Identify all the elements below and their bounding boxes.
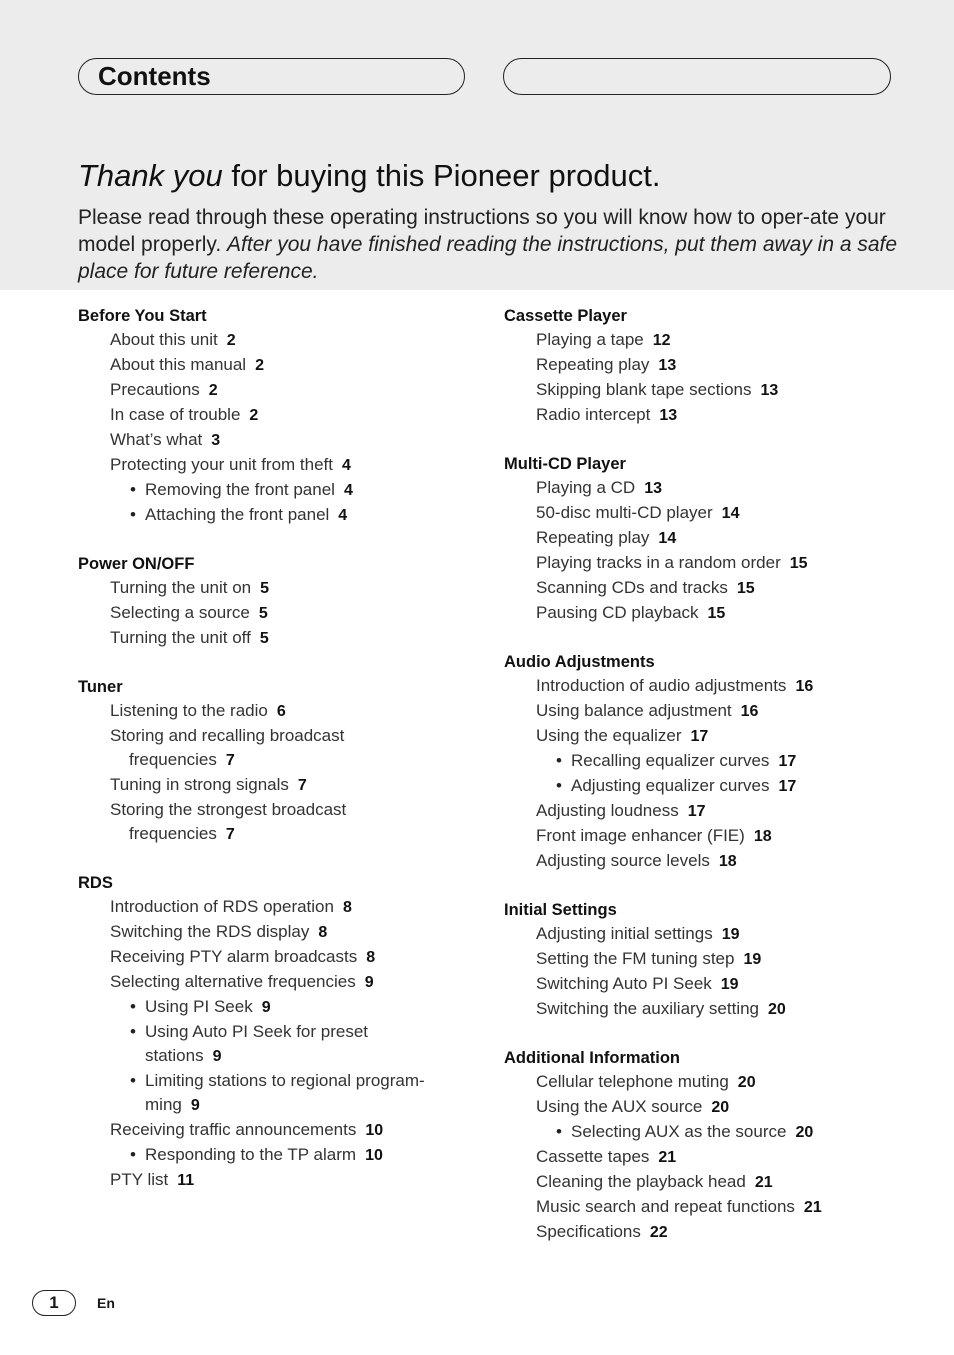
toc-entry[interactable] <box>504 378 904 403</box>
toc-page-number: 20 <box>737 1074 756 1091</box>
toc-entry-text: Selecting alternative frequencies <box>110 972 356 991</box>
toc-page-number: 2 <box>208 382 218 399</box>
toc-page-number: 13 <box>658 357 677 374</box>
intro-italic: After you have finished reading the instructions, put them away in a safe place for future reference. <box>78 233 898 283</box>
blank-tab <box>503 58 891 95</box>
toc-page-number: 13 <box>659 407 678 424</box>
toc-section-title: Additional Information <box>504 1049 680 1067</box>
toc-page-number: 5 <box>259 630 269 647</box>
toc-section-title: Power ON/OFF <box>78 555 195 573</box>
toc-entry[interactable] <box>504 1195 904 1220</box>
toc-entry-text: Introduction of audio adjustments <box>536 676 787 695</box>
toc-page-number: 9 <box>212 1048 222 1065</box>
toc-page-number: 14 <box>658 530 677 547</box>
toc-page-number: 17 <box>690 728 709 745</box>
toc-page-number: 21 <box>658 1149 677 1166</box>
toc-entry-text: frequencies <box>129 750 217 769</box>
toc-entry[interactable] <box>78 1143 478 1168</box>
toc-section-initial-settings <box>504 898 904 1022</box>
toc-page-number: 5 <box>260 580 270 597</box>
toc-entry-text: Adjusting source levels <box>536 851 710 870</box>
toc-section-title: Audio Adjustments <box>504 653 655 671</box>
toc-section-cassette-player <box>504 304 904 428</box>
toc-entry-text: frequencies <box>129 824 217 843</box>
toc-page-number: 12 <box>652 332 671 349</box>
contents-title: Contents <box>98 61 211 91</box>
toc-page-number: 14 <box>721 505 740 522</box>
toc-entry[interactable] <box>78 970 478 995</box>
toc-page-number: 8 <box>366 949 376 966</box>
toc-entry-text: Repeating play <box>536 528 650 547</box>
intro-plain: Please read through these operating instructions so you will know how to oper-ate your model properly. <box>78 206 886 256</box>
toc-entry-text: Repeating play <box>536 355 650 374</box>
language-code: En <box>97 1295 115 1311</box>
toc-entry-text: Playing a tape <box>536 330 644 349</box>
toc-entry-text: Switching the RDS display <box>110 922 310 941</box>
toc-section-additional-information <box>504 1046 904 1245</box>
toc-entry[interactable] <box>504 403 904 428</box>
toc-entry[interactable] <box>78 1168 478 1193</box>
toc-page-number: 20 <box>711 1099 730 1116</box>
toc-entry[interactable] <box>504 1095 904 1120</box>
toc-entry-text: Using the equalizer <box>536 726 682 745</box>
headline <box>78 156 660 196</box>
toc-entry[interactable] <box>504 774 904 799</box>
toc-entry-text: Cleaning the playback head <box>536 1172 746 1191</box>
toc-entry[interactable] <box>78 1044 478 1069</box>
toc-entry[interactable] <box>504 799 904 824</box>
toc-entry[interactable] <box>78 503 478 528</box>
toc-entry-text: Switching Auto PI Seek <box>536 974 712 993</box>
toc-page-number: 19 <box>743 951 762 968</box>
toc-entry[interactable] <box>78 995 478 1020</box>
toc-page-number: 15 <box>736 580 755 597</box>
toc-entry[interactable] <box>504 353 904 378</box>
toc-entry-text: Tuning in strong signals <box>110 775 289 794</box>
toc-page-number: 17 <box>687 803 706 820</box>
toc-page-number: 17 <box>778 753 797 770</box>
toc-page-number: 15 <box>789 555 808 572</box>
toc-entry-text: Using PI Seek <box>145 997 253 1016</box>
toc-page-number: 18 <box>718 853 737 870</box>
toc-entry[interactable] <box>504 997 904 1022</box>
toc-entry-text: Recalling equalizer curves <box>571 751 770 770</box>
toc-entry-text: Playing tracks in a random order <box>536 553 781 572</box>
toc-entry-text: Switching the auxiliary setting <box>536 999 760 1018</box>
toc-entry-text: Using Auto PI Seek for preset <box>145 1022 369 1041</box>
contents-tab <box>78 58 465 95</box>
toc-entry[interactable] <box>78 798 478 822</box>
toc-page-number: 3 <box>211 432 221 449</box>
toc-page-number: 2 <box>255 357 264 374</box>
toc-page-number: 20 <box>768 1001 786 1018</box>
toc-right-column <box>504 304 904 1269</box>
toc-page-number: 5 <box>258 605 268 622</box>
toc-section-title: Cassette Player <box>504 307 627 325</box>
toc-entry-text: Introduction of RDS operation <box>110 897 334 916</box>
toc-entry[interactable] <box>504 551 904 576</box>
toc-entry[interactable] <box>504 922 904 947</box>
toc-entry[interactable] <box>78 1118 478 1143</box>
toc-page-number: 21 <box>754 1174 773 1191</box>
toc-section-title: Before You Start <box>78 307 207 325</box>
page-number: 1 <box>32 1290 76 1316</box>
toc-section-rds <box>78 871 478 1193</box>
toc-page-number: 13 <box>760 382 779 399</box>
toc-entry[interactable] <box>78 428 478 453</box>
toc-entry[interactable] <box>78 601 478 626</box>
toc-entry-text: stations <box>145 1046 204 1065</box>
toc-entry-text: Adjusting loudness <box>536 801 679 820</box>
toc-entry[interactable] <box>78 945 478 970</box>
toc-entry[interactable] <box>504 674 904 699</box>
toc-section-tuner <box>78 675 478 847</box>
toc-entry[interactable] <box>504 824 904 849</box>
toc-entry-text: Protecting your unit from theft <box>110 455 333 474</box>
toc-entry-text: ming <box>145 1095 182 1114</box>
toc-section-multi-cd-player <box>504 452 904 626</box>
toc-entry[interactable] <box>78 353 478 378</box>
toc-page-number: 6 <box>276 703 286 720</box>
toc-page-number: 7 <box>225 752 235 769</box>
toc-entry-text: Removing the front panel <box>145 480 335 499</box>
toc-entry-text: Front image enhancer (FIE) <box>536 826 745 845</box>
toc-page-number: 20 <box>795 1124 814 1141</box>
toc-entry[interactable] <box>504 1145 904 1170</box>
toc-entry-text: Listening to the radio <box>110 701 268 720</box>
toc-entry-text: Selecting a source <box>110 603 250 622</box>
toc-entry[interactable] <box>504 1120 904 1145</box>
toc-page-number: 19 <box>721 926 740 943</box>
toc-entry[interactable] <box>504 849 904 874</box>
toc-entry[interactable] <box>504 1170 904 1195</box>
toc-entry-text: Setting the FM tuning step <box>536 949 735 968</box>
toc-entry[interactable] <box>78 699 478 724</box>
toc-entry-text: Cassette tapes <box>536 1147 650 1166</box>
toc-entry[interactable] <box>78 748 478 773</box>
toc-page-number: 11 <box>177 1172 195 1189</box>
toc-entry-text: Responding to the TP alarm <box>145 1145 357 1164</box>
toc-entry[interactable] <box>504 724 904 749</box>
toc-page-number: 19 <box>720 976 739 993</box>
toc-page-number: 16 <box>740 703 759 720</box>
header-band <box>0 0 954 290</box>
toc-page-number: 9 <box>190 1097 200 1114</box>
toc-entry-text: Cellular telephone muting <box>536 1072 729 1091</box>
toc-entry[interactable] <box>504 601 904 626</box>
toc-page-number: 9 <box>364 974 374 991</box>
toc-page-number: 2 <box>226 332 236 349</box>
toc-entry[interactable] <box>504 576 904 601</box>
toc-page-number: 13 <box>644 480 663 497</box>
toc-page-number: 21 <box>803 1199 822 1216</box>
toc-entry[interactable] <box>78 576 478 601</box>
toc-section-audio-adjustments <box>504 650 904 874</box>
toc-entry-text: Precautions <box>110 380 200 399</box>
toc-section-before-you-start <box>78 304 478 528</box>
toc-section-title: Tuner <box>78 678 123 696</box>
toc-entry-text: In case of trouble <box>110 405 241 424</box>
toc-entry-text: Storing and recalling broadcast <box>110 726 345 745</box>
toc-left-column <box>78 304 478 1217</box>
toc-entry-text: Radio intercept <box>536 405 651 424</box>
toc-entry[interactable] <box>78 626 478 651</box>
toc-entry[interactable] <box>78 1069 478 1093</box>
toc-entry[interactable] <box>504 328 904 353</box>
headline-italic: Thank you <box>78 158 223 193</box>
toc-entry-text: Adjusting initial settings <box>536 924 713 943</box>
toc-entry[interactable] <box>504 699 904 724</box>
toc-page-number: 2 <box>249 407 259 424</box>
toc-entry[interactable] <box>504 947 904 972</box>
toc-entry-text: Selecting AUX as the source <box>571 1122 787 1141</box>
toc-page-number: 9 <box>261 999 271 1016</box>
toc-entry[interactable] <box>504 1070 904 1095</box>
toc-entry-text: Turning the unit off <box>110 628 251 647</box>
toc-entry[interactable] <box>504 526 904 551</box>
toc-section-title: RDS <box>78 874 113 892</box>
toc-page-number: 10 <box>365 1122 384 1139</box>
toc-entry[interactable] <box>78 403 478 428</box>
toc-entry[interactable] <box>78 453 478 478</box>
headline-rest: for buying this Pioneer product. <box>222 158 661 193</box>
toc-page-number: 4 <box>338 507 348 524</box>
toc-entry[interactable] <box>504 749 904 774</box>
toc-entry[interactable] <box>504 972 904 997</box>
toc-entry-text: Using balance adjustment <box>536 701 732 720</box>
toc-page-number: 17 <box>778 778 797 795</box>
toc-entry-text: Specifications <box>536 1222 641 1241</box>
toc-entry-text: Receiving PTY alarm broadcasts <box>110 947 358 966</box>
toc-entry-text: About this manual <box>110 355 247 374</box>
toc-entry-text: 50-disc multi-CD player <box>536 503 713 522</box>
toc-page-number: 4 <box>343 482 353 499</box>
toc-page-number: 22 <box>649 1224 668 1241</box>
toc-entry-text: Storing the strongest broadcast <box>110 800 347 819</box>
toc-page-number: 16 <box>795 678 814 695</box>
toc-section-power-on-off <box>78 552 478 651</box>
toc-page-number: 7 <box>225 826 235 843</box>
toc-entry[interactable] <box>504 1220 904 1245</box>
toc-entry-text: About this unit <box>110 330 218 349</box>
toc-page-number: 4 <box>342 457 351 474</box>
toc-entry-text: Skipping blank tape sections <box>536 380 752 399</box>
toc-entry-text: Adjusting equalizer curves <box>571 776 770 795</box>
toc-entry[interactable] <box>78 773 478 798</box>
toc-entry-text: Pausing CD playback <box>536 603 699 622</box>
toc-entry-text: Using the AUX source <box>536 1097 703 1116</box>
toc-entry[interactable] <box>78 1093 478 1118</box>
toc-entry-text: Playing a CD <box>536 478 636 497</box>
toc-entry[interactable] <box>78 478 478 503</box>
toc-page-number: 18 <box>753 828 772 845</box>
toc-entry[interactable] <box>78 920 478 945</box>
toc-page-number: 7 <box>297 777 307 794</box>
toc-entry-text: PTY list <box>110 1170 169 1189</box>
toc-entry[interactable] <box>504 501 904 526</box>
toc-entry[interactable] <box>78 328 478 353</box>
toc-entry[interactable] <box>78 724 478 748</box>
toc-page-number: 15 <box>707 605 726 622</box>
toc-entry[interactable] <box>78 822 478 847</box>
toc-page-number: 8 <box>318 924 328 941</box>
toc-entry-text: What’s what <box>110 430 203 449</box>
toc-entry-text: Receiving traffic announcements <box>110 1120 357 1139</box>
toc-entry-text: Turning the unit on <box>110 578 252 597</box>
toc-section-title: Initial Settings <box>504 901 617 919</box>
toc-page-number: 8 <box>342 899 352 916</box>
toc-entry-text: Limiting stations to regional program- <box>145 1071 425 1090</box>
toc-page-number: 10 <box>365 1147 383 1164</box>
toc-entry-text: Music search and repeat functions <box>536 1197 795 1216</box>
toc-entry-text: Attaching the front panel <box>145 505 330 524</box>
toc-entry[interactable] <box>78 378 478 403</box>
toc-entry[interactable] <box>78 895 478 920</box>
intro-paragraph <box>78 204 908 285</box>
toc-entry-text: Scanning CDs and tracks <box>536 578 728 597</box>
toc-section-title: Multi-CD Player <box>504 455 626 473</box>
toc-entry[interactable] <box>78 1020 478 1044</box>
toc-entry[interactable] <box>504 476 904 501</box>
